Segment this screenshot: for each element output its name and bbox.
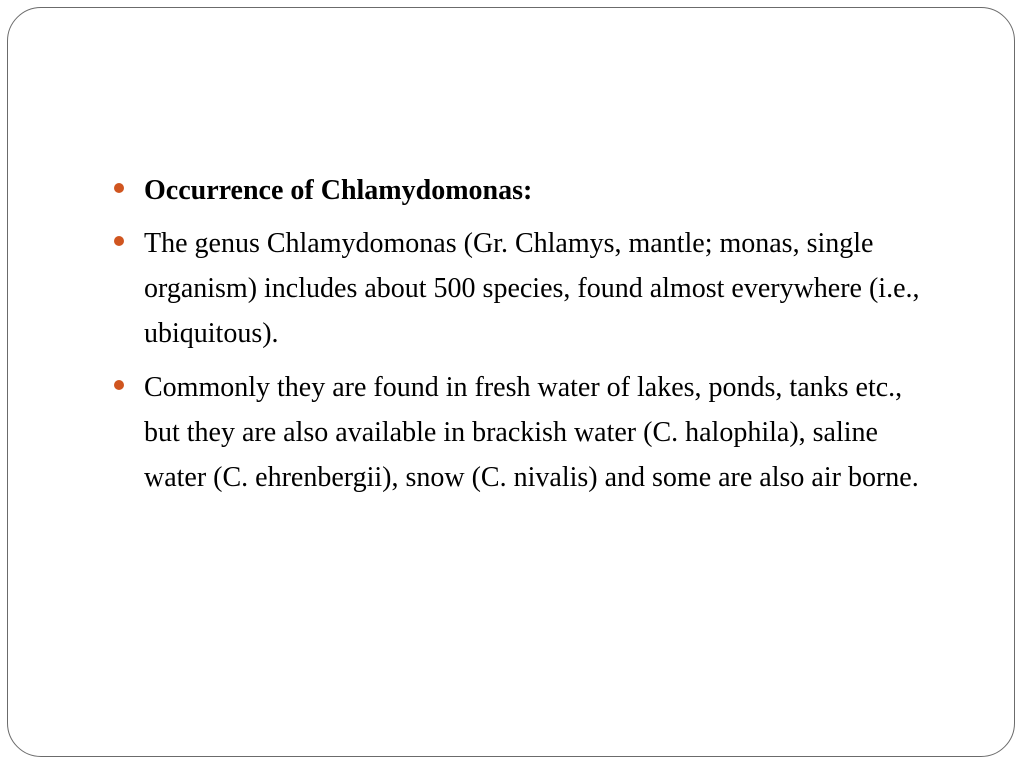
bullet-icon bbox=[114, 380, 124, 390]
bullet-item-habitat bbox=[112, 365, 932, 500]
bullet-icon bbox=[114, 236, 124, 246]
bullet-list bbox=[112, 168, 932, 509]
bullet-heading-text: Occurrence of Chlamydomonas: bbox=[144, 175, 533, 206]
bullet-genus-text: The genus Chlamydomonas (Gr. Chlamys, mantle; monas, single organism) includes about 500 species, found almost everywhere (i.e., ubiquitous). bbox=[144, 228, 920, 349]
bullet-icon bbox=[114, 183, 124, 193]
bullet-habitat-text: Commonly they are found in fresh water of lakes, ponds, tanks etc., but they are also available in brackish water (C. halophila), saline water (C. ehrenbergii), snow (C. nivalis) and some are also air borne. bbox=[144, 372, 919, 493]
bullet-item-heading bbox=[112, 168, 932, 213]
bullet-item-genus bbox=[112, 221, 932, 356]
